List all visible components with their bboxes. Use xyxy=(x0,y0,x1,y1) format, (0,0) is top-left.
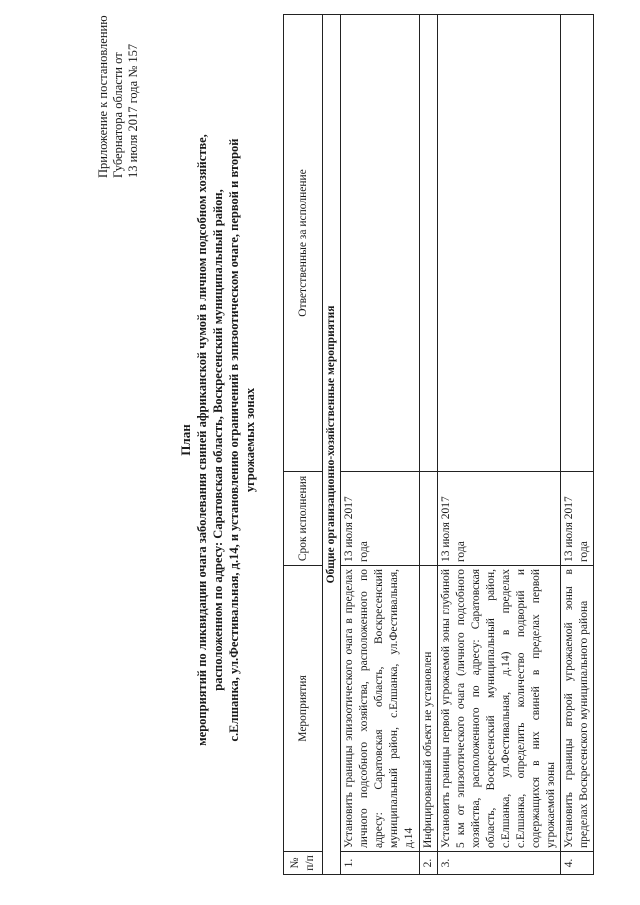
header-num: № п/п xyxy=(284,852,323,875)
row-num: 2. xyxy=(420,852,438,875)
row-num: 1. xyxy=(341,852,420,875)
section-title: Общие организационно-хозяйственные мероприятия xyxy=(323,15,341,875)
header-activity: Мероприятия xyxy=(284,566,323,852)
header-responsible: Ответственные за исполнение xyxy=(284,15,323,472)
table-row xyxy=(561,15,594,875)
row-term: 13 июля 2017 года xyxy=(438,472,561,566)
row-activity: Установить границы первой угрожаемой зоны глубиной 5 км от эпизоотического очага (личного подсобного хозяйства, расположенного по адресу: Саратовская область, Воскресенский муниципальный район, с.Елшанка, ул.Фестивальная, д.14) в пределах с.Елшанка, определить количество подворий и содержащихся в них свиней в пределах первой угрожаемой зоны xyxy=(438,566,561,852)
header-term: Срок исполнения xyxy=(284,472,323,566)
row-activity: Установить границы эпизоотического очага в пределах личного подсобного хозяйства, расположенного по адресу: Саратовская область, Воскресенский муниципальный район, с.Елшанка, ул.Фестивальная, д.14 xyxy=(341,566,420,852)
appendix-line: 13 июля 2017 года № 157 xyxy=(126,43,140,178)
row-term xyxy=(420,472,438,566)
row-num: 3. xyxy=(438,852,561,875)
table-row xyxy=(438,15,561,875)
title-line: мероприятий по ликвидации очага заболевания свиней африканской чумой в личном подсобном хозяйстве, xyxy=(195,134,209,746)
appendix-line: Приложение к постановлению xyxy=(96,15,110,178)
row-num: 4. xyxy=(561,852,594,875)
title-heading: План xyxy=(178,424,193,456)
row-term: 13 июля 2017 года xyxy=(341,472,420,566)
title-line: с.Елшанка, ул.Фестивальная, д.14, и установлению ограничений в эпизоотическом очаге, первой и второй xyxy=(227,138,241,742)
table-header-row xyxy=(284,15,323,875)
row-term: 13 июля 2017 года xyxy=(561,472,594,566)
title-line: угрожаемых зонах xyxy=(243,387,257,493)
row-activity: Установить границы второй угрожаемой зоны в пределах Воскресенского муниципального района xyxy=(561,566,594,852)
row-responsible xyxy=(420,15,438,472)
table-row xyxy=(420,15,438,875)
row-responsible xyxy=(561,15,594,472)
row-responsible xyxy=(438,15,561,472)
appendix-line: Губернатора области от xyxy=(111,52,125,178)
plan-table xyxy=(283,14,594,875)
document-title xyxy=(178,95,258,785)
title-line: расположенном по адресу: Саратовская область, Воскресенский муниципальный район, xyxy=(211,189,225,691)
row-responsible xyxy=(341,15,420,472)
table-row xyxy=(341,15,420,875)
row-activity: Инфицированный объект не установлен xyxy=(420,566,438,852)
appendix-note xyxy=(96,0,141,178)
section-row xyxy=(323,15,341,875)
